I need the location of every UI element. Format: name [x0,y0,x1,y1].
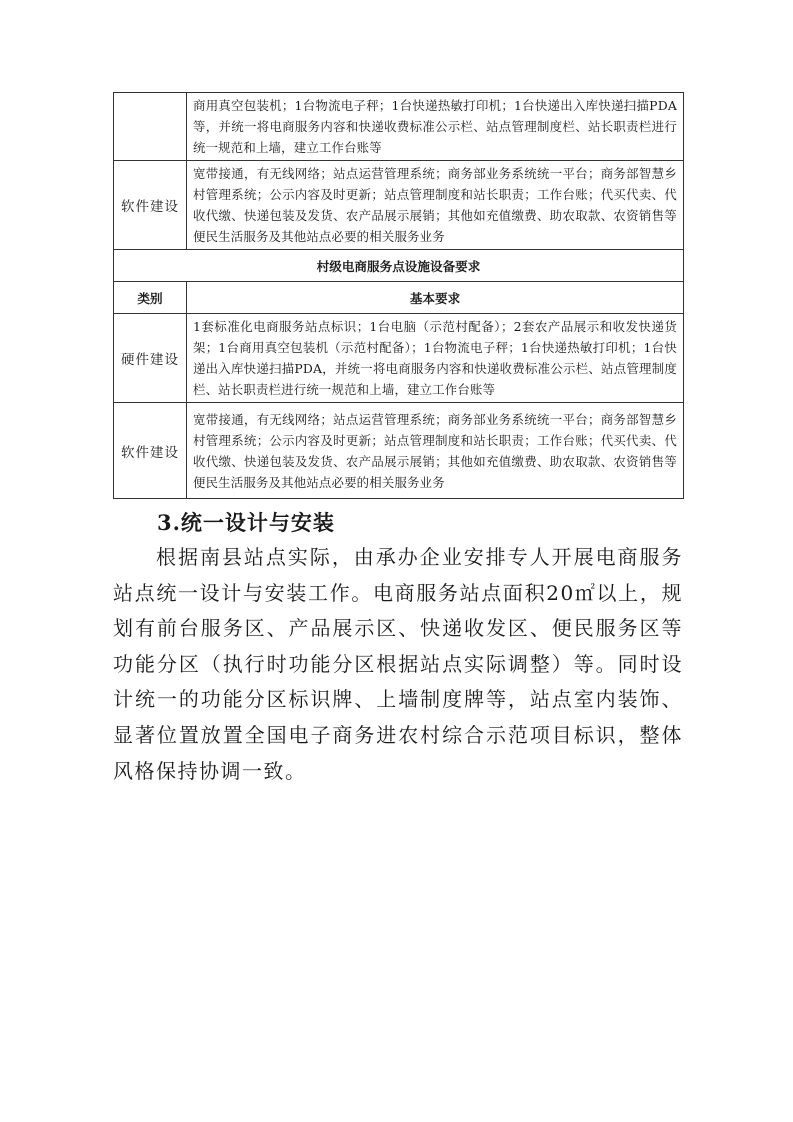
table-row [114,93,684,161]
requirement-cell: 宽带接通，有无线网络；站点运营管理系统；商务部业务系统统一平台；商务部智慧乡村管理系统；公示内容及时更新；站点管理制度和站长职责；工作台账；代买代卖、代收代缴、快递包装及发货、农产品展示展销；其他如充值缴费、助农取款、农资销售等便民生活服务及其他站点必要的相关服务业务 [187,403,684,499]
header-requirement: 基本要求 [187,282,684,314]
section-heading: 3.统一设计与安装 [157,510,335,535]
category-cell: 软件建设 [114,403,187,499]
table-row [114,314,684,403]
requirement-cell: 1套标准化电商服务站点标识；1台电脑（示范村配备）；2套农产品展示和收发快递货架；1台商用真空包装机（示范村配备）；1台物流电子秤；1台快递热敏打印机；1台快递出入库快递扫描PDA，并统一将电商服务内容和快递收费标准公示栏、站点管理制度栏、站长职责栏进行统一规范和上墙，建立工作台账等 [187,314,684,403]
requirement-cell: 宽带接通，有无线网络；站点运营管理系统；商务部业务系统统一平台；商务部智慧乡村管理系统；公示内容及时更新；站点管理制度和站长职责；工作台账；代买代卖、代收代缴、快递包装及发货、农产品展示展销；其他如充值缴费、助农取款、农资销售等便民生活服务及其他站点必要的相关服务业务 [187,161,684,250]
category-cell: 硬件建设 [114,314,187,403]
table-row [114,250,684,282]
table-row [114,403,684,499]
category-cell [114,93,187,161]
requirement-cell: 商用真空包装机；1台物流电子秤；1台快递热敏打印机；1台快递出入库快递扫描PDA等，并统一将电商服务内容和快递收费标准公示栏、站点管理制度栏、站长职责栏进行统一规范和上墙，建立工作台账等 [187,93,684,161]
table-row [114,161,684,250]
section-paragraph: 根据南县站点实际，由承办企业安排专人开展电商服务站点统一设计与安装工作。电商服务站点面积20㎡以上，规划有前台服务区、产品展示区、快递收发区、便民服务区等功能分区（执行时功能分区根据站点实际调整）等。同时设计统一的功能分区标识牌、上墙制度牌等，站点室内装饰、显著位置放置全国电子商务进农村综合示范项目标识，整体风格保持协调一致。 [113,545,683,783]
requirements-table [113,92,684,499]
table-header-row [114,282,684,314]
table-section-title: 村级电商服务点设施设备要求 [114,250,684,282]
header-category: 类别 [114,282,187,314]
category-cell: 软件建设 [114,161,187,250]
